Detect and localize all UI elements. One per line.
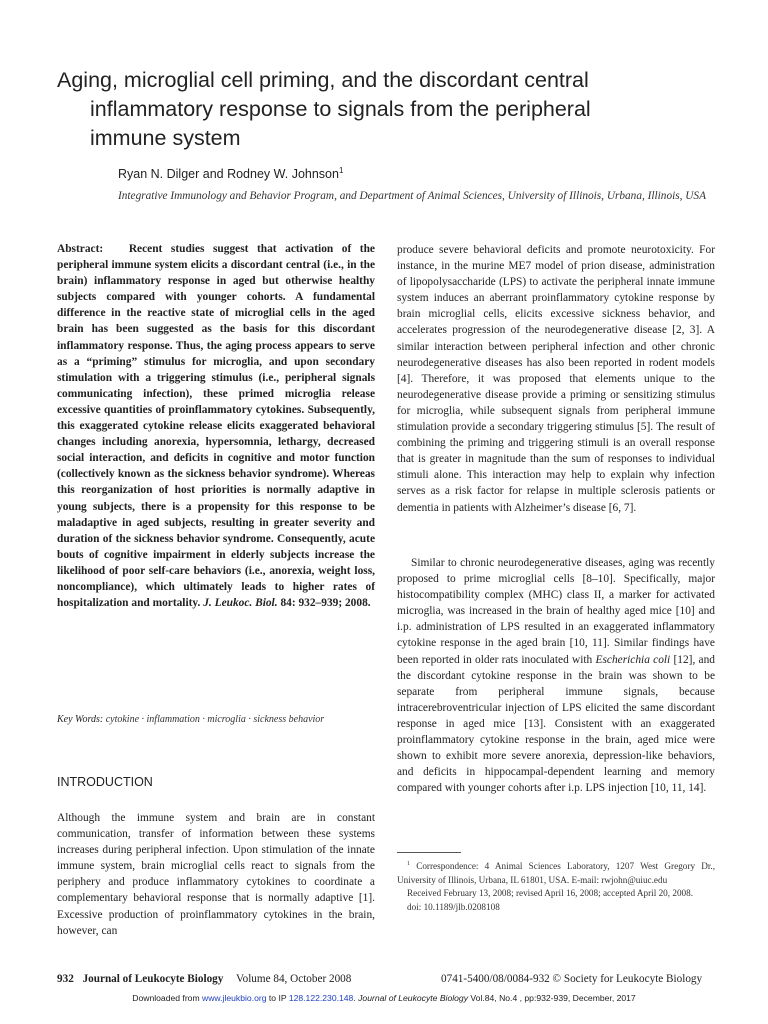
- footnote-correspondence: [397, 858, 715, 887]
- ip-address-link[interactable]: 128.122.230.148: [288, 993, 354, 1003]
- affiliation: Integrative Immunology and Behavior Program, and Department of Animal Sciences, University of Illinois, Urbana, Illinois, USA: [118, 190, 706, 202]
- abstract-label: Abstract:: [57, 243, 104, 255]
- species-name: Escherichia coli: [595, 653, 671, 666]
- download-prefix: Downloaded from: [132, 993, 200, 1003]
- abstract: [57, 241, 375, 611]
- footnote-marker: 1: [407, 861, 410, 867]
- author-line: [118, 166, 343, 181]
- body-paragraph-2: [397, 555, 715, 796]
- footer-volume: Volume 84, October 2008: [235, 973, 352, 985]
- body-paragraph-1: produce severe behavioral deficits and promote neurotoxicity. For instance, in the murine ME7 model of prion disease, administration of lipopolysaccharide (LPS) to activate the peripheral innate immune system induces an aberrant proinflammatory cytokine response by brain microglial cells, elicits excessive sickness behavior, and accelerates progression of the neurodegenerative disease [2, 3]. A similar interaction between peripheral infection and other chronic neurodegenerative diseases has also been reported in rodent models [4]. Therefore, it was proposed that elements unique to the neurodegenerative disease provide a priming or sensitizing stimulus for microglia, while subsequent signals from peripheral immune stimulation provide a secondary triggering stimulus [5]. The result of combining the priming and triggering stimuli is an overall response that is greater in magnitude than the sum of responses to individual stimuli alone. This interaction may help to explain why infection serves as a risk factor for relapse in multiple sclerosis patients or dementia in patients with Alzheimer’s disease [6, 7].: [397, 244, 715, 514]
- page-footer-left: [57, 973, 351, 985]
- footnote-doi: doi: 10.1189/jlb.0208108: [407, 901, 500, 912]
- footnotes: [397, 858, 715, 914]
- download-to-ip: to IP: [268, 993, 287, 1003]
- author-footnote-marker[interactable]: 1: [338, 166, 344, 175]
- footer-copyright: 0741-5400/08/0084-932 © Society for Leukocyte Biology: [441, 973, 703, 985]
- download-journal: Journal of Leukocyte Biology: [358, 993, 469, 1003]
- title-line-2: inflammatory response to signals from the peripheral: [90, 97, 591, 121]
- correspondence-text: Correspondence: 4 Animal Sciences Laboratory, 1207 West Gregory Dr., University of Illinois, Urbana, IL 61801, USA. E-mail: rwjohn@uiuc.edu: [397, 861, 716, 885]
- abstract-citation-journal: J. Leukoc. Biol.: [203, 597, 278, 610]
- key-words-label: Key Words:: [57, 714, 104, 725]
- title-line-1: Aging, microglial cell priming, and the discordant central: [57, 68, 589, 92]
- footnote-rule: [397, 852, 461, 853]
- key-words: [57, 712, 375, 727]
- footer-journal-name: Journal of Leukocyte Biology: [82, 973, 224, 985]
- abstract-citation-details: 84: 932–939; 2008.: [280, 597, 371, 610]
- journal-site-link[interactable]: www.jleukbio.org: [202, 993, 267, 1003]
- title-line-3: immune system: [90, 126, 241, 150]
- download-details: Vol.84, No.4 , pp:932-939, December, 2017: [470, 993, 636, 1003]
- footnote-received: Received February 13, 2008; revised April 16, 2008; accepted April 20, 2008.: [407, 888, 694, 899]
- page-number: 932: [57, 973, 74, 985]
- body-paragraph-2-part-b: [12], and the discordant cytokine response in the brain was shown to be separate from peripheral immune signals, because intracerebroventricular injection of LPS elicited the same discordant response in aged mice [13]. Consistent with an exaggerated proinflammatory cytokine response in the brain, aged mice were shown to exhibit more severe anorexia, depression-like behaviors, and deficits in hippocampal-dependent learning and memory compared with younger cohorts after i.p. LPS injection [10, 11, 14].: [397, 653, 715, 795]
- introduction-paragraph: Although the immune system and brain are in constant communication, transfer of information between these systems increases during peripheral infection. Upon stimulation of the innate immune system, brain microglial cells react to signals from the periphery and produce inflammatory cytokines to coordinate a complementary behavioral response that is normally adaptive [1]. Excessive production of proinflammatory cytokines in the brain, however, can: [57, 812, 375, 937]
- key-words-list: cytokine · inflammation · microglia · sickness behavior: [105, 714, 325, 725]
- article-title: [57, 66, 737, 153]
- download-notice: Downloaded from www.jleukbio.org to IP 128.122.230.148. Journal of Leukocyte Biology Vol.84, No.4 , pp:932-939, December, 2017: [132, 993, 636, 1003]
- abstract-text: Recent studies suggest that activation of the peripheral immune system elicits a discordant central (i.e., in the brain) inflammatory response in aged but otherwise healthy subjects compared with younger cohorts. A fundamental difference in the reactive state of microglial cells in the aged brain has been suggested as the basis for this discordant inflammatory response. Thus, the aging process appears to serve as a “priming” stimulus for microglia, and upon secondary stimulation with a triggering stimulus (i.e., peripheral signals communicating infection), these primed microglia release excessive quantities of proinflammatory cytokines. Subsequently, this exaggerated cytokine release elicits exaggerated behavioral changes including anorexia, hypersomnia, lethargy, decreased social interaction, and deficits in cognitive and motor function (collectively known as the sickness behavior syndrome). Whereas this reorganization of host priorities is normally adaptive in young subjects, there is a propensity for this response to be maladaptive in aged subjects, resulting in greater severity and duration of the sickness behavior syndrome. Consequently, acute bouts of cognitive impairment in elderly subjects increase the likelihood of poor self-care behaviors (i.e., anorexia, weight loss, noncompliance), which ultimately leads to higher rates of hospitalization and mortality.: [57, 243, 375, 610]
- body-paragraph-2-part-a: Similar to chronic neurodegenerative diseases, aging was recently proposed to prime microglial cells [8–10]. Specifically, major histocompatibility complex (MHC) class II, a marker for activated microglia, was increased in the brain of healthy aged mice [10] and i.p. administration of LPS resulted in an exaggerated inflammatory cytokine response in the aged brain [10, 11]. Similar findings have been reported in older rats inoculated with: [397, 557, 715, 666]
- author-names: Ryan N. Dilger and Rodney W. Johnson: [118, 167, 339, 182]
- introduction-heading: INTRODUCTION: [57, 775, 153, 789]
